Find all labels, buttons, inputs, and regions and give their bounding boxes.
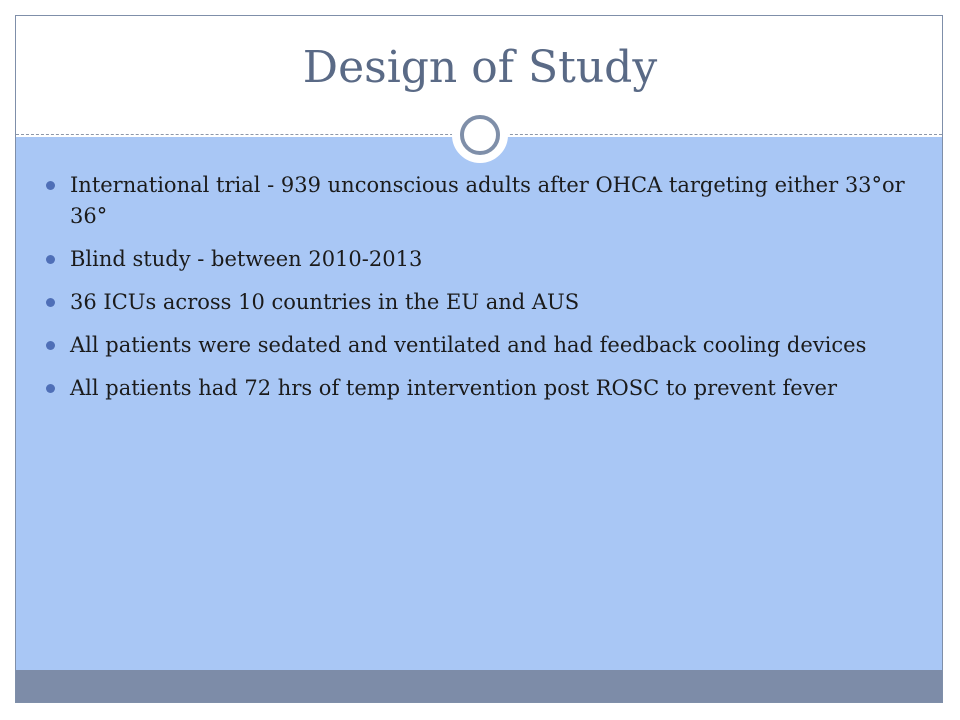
bullet-list — [46, 170, 916, 416]
bullet-text: 36 ICUs across 10 countries in the EU and AUS — [70, 290, 580, 314]
bullet-icon — [46, 384, 55, 393]
bullet-icon — [46, 341, 55, 350]
bullet-text: All patients were sedated and ventilated and had feedback cooling devices — [70, 333, 867, 357]
bullet-item — [46, 244, 916, 275]
bullet-text: Blind study - between 2010-2013 — [70, 247, 423, 271]
decorative-ring-inner — [460, 115, 500, 155]
bullet-item — [46, 170, 916, 232]
slide-title: Design of Study — [302, 42, 658, 93]
bullet-text: All patients had 72 hrs of temp intervention post ROSC to prevent fever — [70, 376, 838, 400]
bullet-item — [46, 287, 916, 318]
decorative-ring-icon — [452, 107, 508, 163]
bullet-icon — [46, 298, 55, 307]
bullet-text: International trial - 939 unconscious adults after OHCA targeting either 33°or 36° — [70, 173, 905, 228]
footer-bar — [16, 670, 942, 702]
bullet-icon — [46, 181, 55, 190]
bullet-item — [46, 373, 916, 404]
bullet-icon — [46, 255, 55, 264]
bullet-item — [46, 330, 916, 361]
